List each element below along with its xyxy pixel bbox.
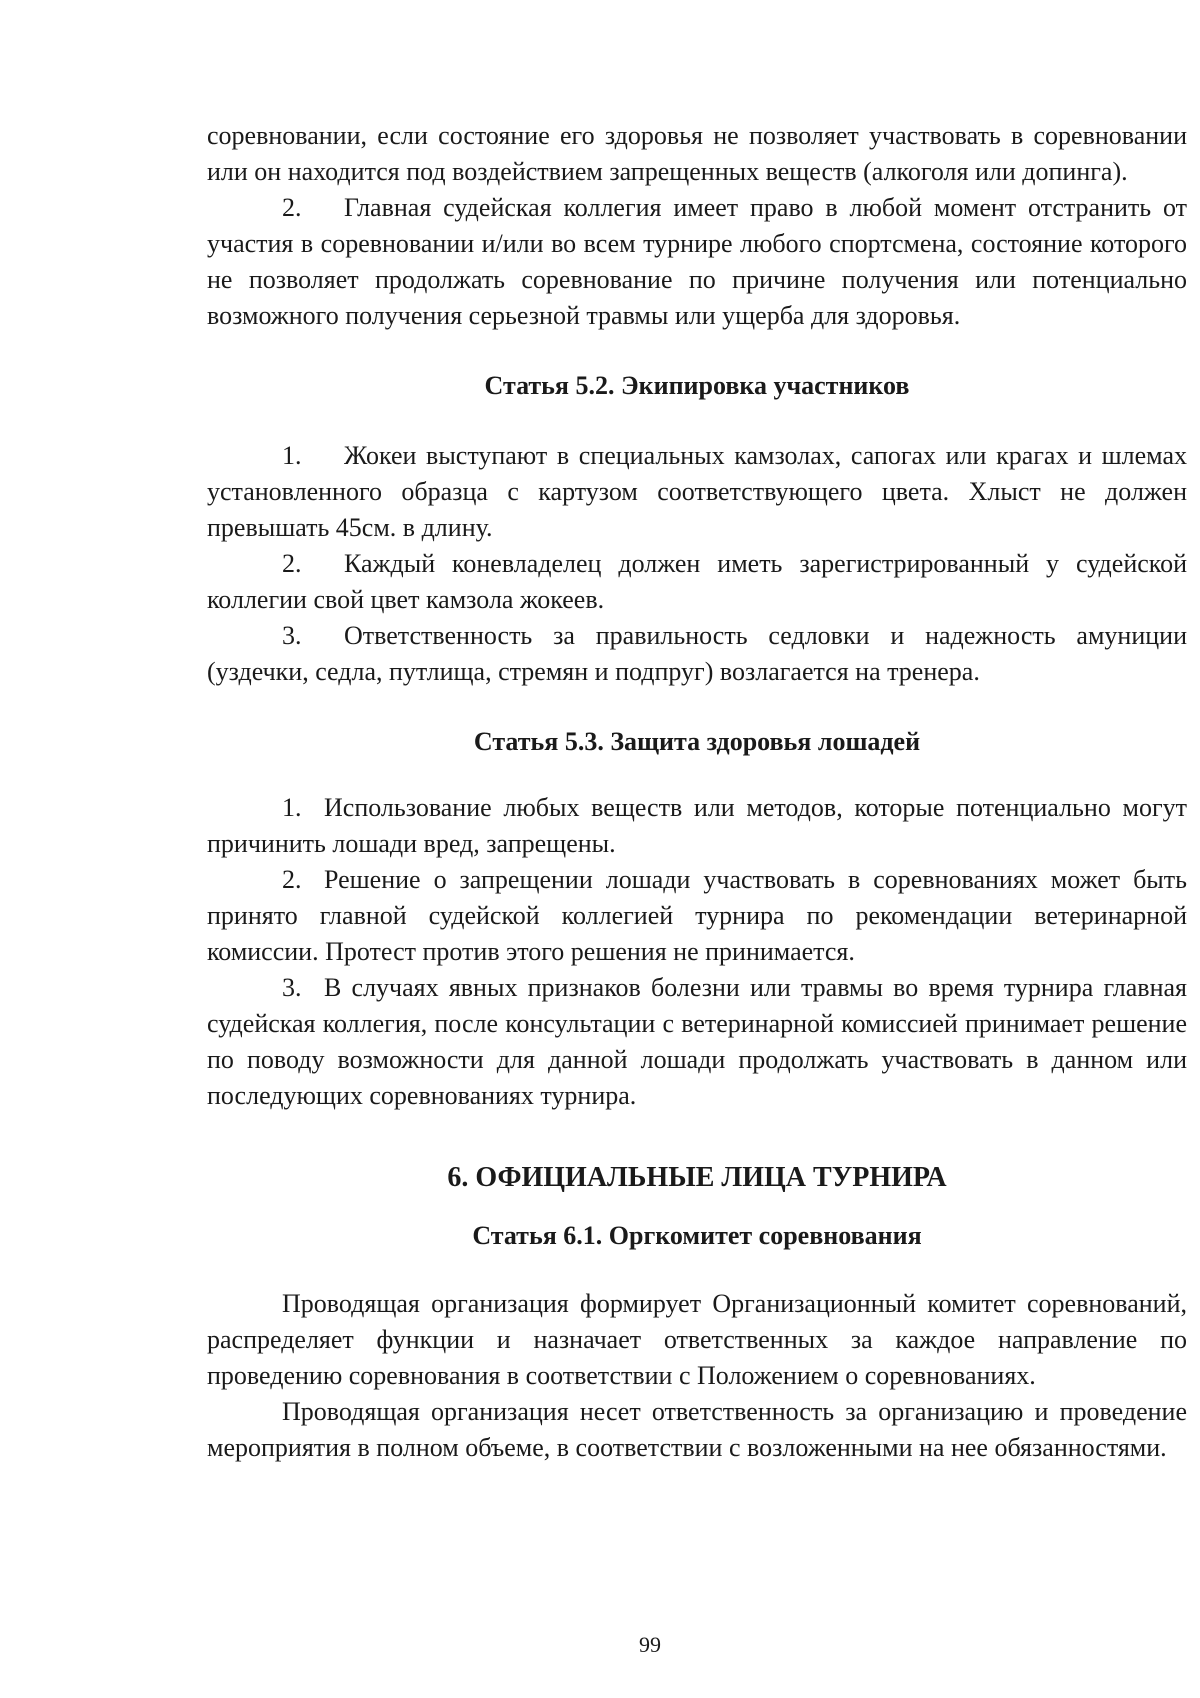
article-5-2-item-1-number: 1. [282,441,302,470]
article-5-3-item-3-text: В случаях явных признаков болезни или травмы во время турнира главная судейская коллегия, после консультации с ветеринарной комиссией принимает решение по поводу возможности для данной лошади продолжать участвовать в данном или последующих соревнованиях турнира. [207,973,1187,1110]
article-5-3-item-1-number: 1. [282,793,302,822]
intro-item-2-number: 2. [282,193,302,222]
intro-item-2 [207,190,1187,334]
article-5-2-item-2 [207,546,1187,618]
article-5-3-item-1 [207,790,1187,862]
article-5-2-item-2-number: 2. [282,549,302,578]
article-5-2-item-3-text: Ответственность за правильность седловки и надежность амуниции (уздечки, седла, путлища, стремян и подпруг) возлагается на тренера. [207,621,1187,686]
article-5-3-title: Статья 5.3. Защита здоровья лошадей [473,727,921,756]
article-5-2-item-1-text: Жокеи выступают в специальных камзолах, сапогах или крагах и шлемах установленного образца с картузом соответствующего цвета. Хлыст не должен превышать 45см. в длину. [207,441,1187,542]
article-5-3-item-1-text: Использование любых веществ или методов, которые потенциально могут причинить лошади вред, запрещены. [207,793,1187,858]
article-6-1-paragraph-1: Проводящая организация формирует Организационный комитет соревнований, распределяет функции и назначает ответственных за каждое направление по проведению соревнования в соответствии с Положением о соревнованиях. [207,1289,1187,1390]
article-5-3-item-2 [207,862,1187,970]
article-5-3-item-2-number: 2. [282,865,302,894]
article-5-2-title: Статья 5.2. Экипировка участников [484,371,910,400]
article-6-1-paragraph-2: Проводящая организация несет ответственность за организацию и проведение мероприятия в полном объеме, в соответствии с возложенными на нее обязанностями. [207,1397,1187,1462]
page-content [207,118,1187,1466]
article-6-1-title: Статья 6.1. Оргкомитет соревнования [472,1221,922,1250]
article-5-2-item-1 [207,438,1187,546]
article-5-3-item-3-number: 3. [282,973,302,1002]
article-5-3-item-2-text: Решение о запрещении лошади участвовать в соревнованиях может быть принято главной судейской коллегией турнира по рекомендации ветеринарной комиссии. Протест против этого решения не принимается. [207,865,1187,966]
intro-item-2-text: Главная судейская коллегия имеет право в любой момент отстранить от участия в соревновании и/или во всем турнире любого спортсмена, состояние которого не позволяет продолжать соревнование по причине получения или потенциально возможного получения серьезной травмы или ущерба для здоровья. [207,193,1187,330]
page-number: 99 [639,1632,661,1657]
article-5-2-item-2-text: Каждый коневладелец должен иметь зарегистрированный у судейской коллегии свой цвет камзола жокеев. [207,549,1187,614]
chapter-6-title: 6. ОФИЦИАЛЬНЫЕ ЛИЦА ТУРНИРА [447,1162,947,1193]
intro-paragraph: соревновании, если состояние его здоровья не позволяет участвовать в соревновании или он находится под воздействием запрещенных веществ (алкоголя или допинга). [207,121,1187,186]
article-5-2-item-3-number: 3. [282,621,302,650]
article-5-2-item-3 [207,618,1187,690]
article-5-3-item-3 [207,970,1187,1114]
